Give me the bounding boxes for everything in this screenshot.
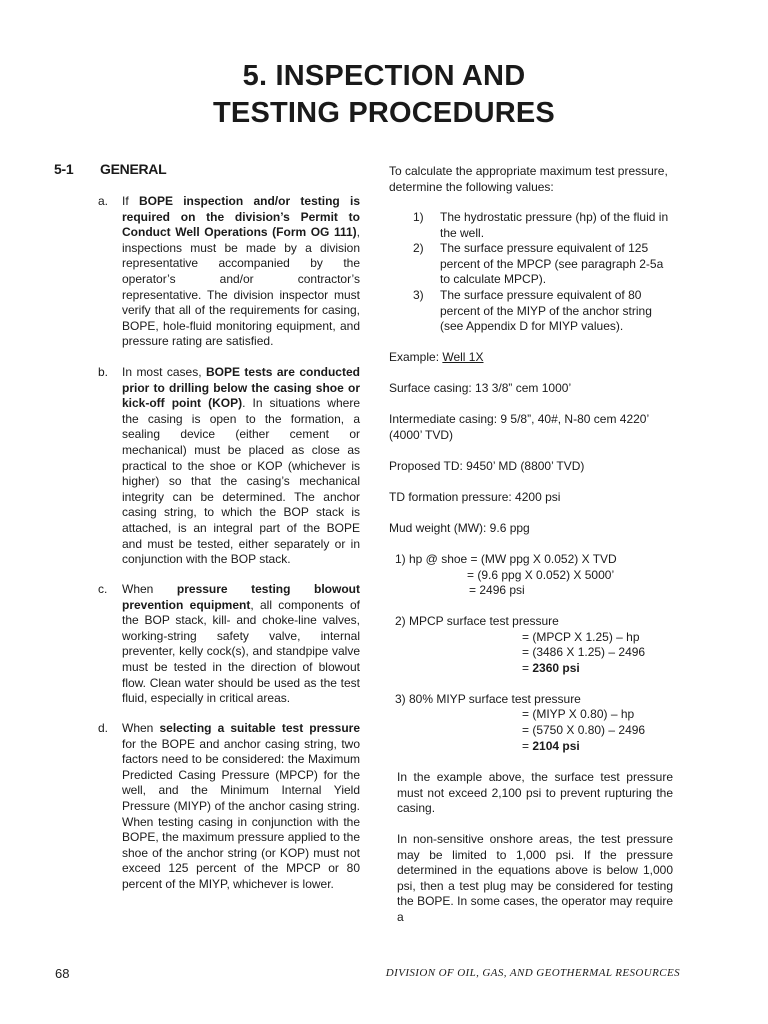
calc3-line2: = (5750 X 0.80) – 2496 [522,723,646,737]
item-letter: a. [98,194,109,208]
title-line-2: TESTING PROCEDURES [213,97,555,129]
calc2-line2: = (3486 X 1.25) – 2496 [522,645,646,659]
intro-paragraph: To calculate the appropriate maximum test pressure, determine the following values: [389,164,668,194]
numbered-item-1: 1) The hydrostatic pressure (hp) of the fluid in the well. [413,210,669,240]
item-letter: d. [98,721,109,735]
example-well: Well 1X [442,350,484,364]
calc1-line2: = (9.6 ppg X 0.052) X 5000’ [467,568,615,582]
paragraph-non-sensitive: In non-sensitive onshore areas, the test pressure may be limited to 1,000 psi. If the pressure determined in the equations above is below 1,000 psi, then a test plug may be considered for testing the BOPE. In some cases, the operator may require a [397,832,673,924]
item-letter: b. [98,365,109,379]
numbered-item-2: 2) The surface pressure equivalent of 125 percent of the MPCP (see paragraph 2-5a to calculate MPCP). [413,241,664,287]
footer-text: DIVISION OF OIL, GAS, AND GEOTHERMAL RESOURCES [385,967,680,979]
surface-casing: Surface casing: 13 3/8” cem 1000’ [389,381,572,395]
mud-weight: Mud weight (MW): 9.6 ppg [389,521,530,535]
page-number: 68 [55,966,70,981]
td-formation-pressure: TD formation pressure: 4200 psi [389,490,561,504]
calc2-line1: = (MPCP X 1.25) – hp [522,630,640,644]
list-item-c: c. When pressure testing blowout prevention equipment, all components of the BOP stack, kill- and choke-line valves, working-string safety valve, internal preventer, kelly cock(s), and standpipe valve must be tested in the direction of blowout flow. Clean water should be used as the test fluid, especially in critical areas. [98,582,360,706]
calc3-line1: = (MIYP X 0.80) – hp [522,707,635,721]
proposed-td: Proposed TD: 9450’ MD (8800’ TVD) [389,459,585,473]
item-letter: c. [98,582,108,596]
title-line-1: 5. INSPECTION AND [242,60,526,92]
calc3-heading: 3) 80% MIYP surface test pressure [395,692,581,706]
numbered-item-3: 3) The surface pressure equivalent of 80 percent of the MIYP of the anchor string (see Appendix D for MIYP values). [413,287,652,334]
calc2-heading: 2) MPCP surface test pressure [395,614,559,628]
calc2-result: = 2360 psi [522,661,580,675]
section-title: GENERAL [100,161,167,177]
list-item-a: a. If BOPE inspection and/or testing is required on the division’s Permit to Conduct Well Operations (Form OG 111), inspections must be made by a division representative accompanied by the operator’s and/or contractor’s representative. The division inspector must verify that all of the requirements for casing, BOPE, hole-fluid monitoring equipment, and pressure rating are satisfied. [98,194,360,349]
list-item-d: d. When selecting a suitable test pressure for the BOPE and anchor casing string, two factors need to be considered: the Maximum Predicted Casing Pressure (MPCP) for the well, and the Minimum Internal Yield Pressure (MIYP) of the anchor casing string. When testing casing in conjunction with the BOPE, the maximum pressure applied to the shoe of the anchor string (or KOP) must not exceed 125 percent of the MPCP or 80 percent of the MIYP, whichever is lower. [98,721,360,891]
calc1-line1: 1) hp @ shoe = (MW ppg X 0.052) X TVD [395,552,617,566]
section-number: 5-1 [54,161,74,177]
paragraph-example-summary: In the example above, the surface test pressure must not exceed 2,100 psi to prevent rupturing the casing. [397,770,673,816]
page-title [0,58,768,132]
list-item-b: b. In most cases, BOPE tests are conducted prior to drilling below the casing shoe or kick-off point (KOP). In situations where the casing is open to the formation, a sealing device (either cement or mechanical) must be placed as close as practical to the shoe or KOP (whichever is higher) so that the casing’s mechanical integrity can be determined. The anchor casing string, to which the BOP stack is attached, is an integral part of the BOPE and must be tested, either separately or in conjunction with the BOP stack. [98,365,360,567]
calc3-result: = 2104 psi [522,739,580,753]
numbered-list [413,210,673,335]
calc1-line3: = 2496 psi [469,583,525,597]
example-line: Example: Well 1X [389,350,484,364]
intermediate-casing: Intermediate casing: 9 5/8”, 40#, N-80 cem 4220’ (4000’ TVD) [389,412,649,442]
